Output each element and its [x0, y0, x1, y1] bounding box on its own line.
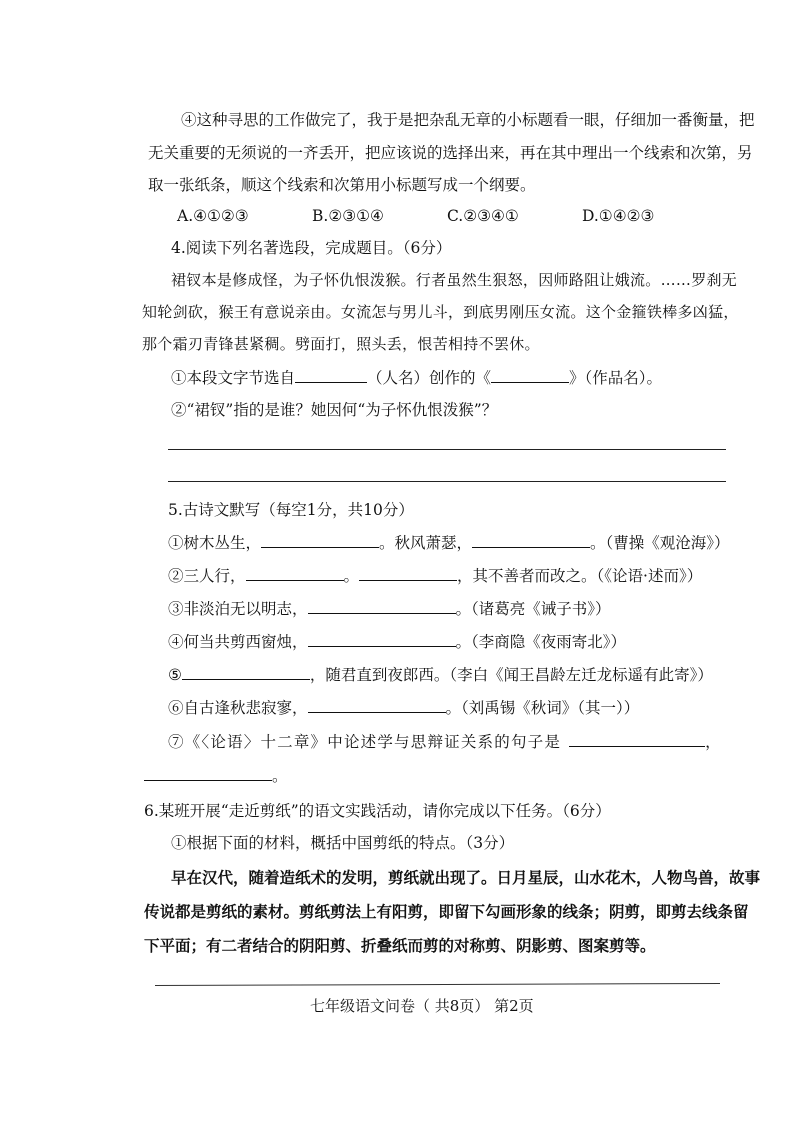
q4-answer-line-2[interactable]	[168, 481, 726, 482]
footer-rule	[155, 983, 720, 986]
option-b[interactable]: B.②③①④	[312, 207, 384, 225]
q5-item3	[168, 599, 611, 619]
q5-item5	[168, 665, 713, 685]
q5-item1-text-c: 。（曹操《观沧海》）	[590, 534, 730, 552]
q5-item6-text-a: ⑥自古逢秋悲寂寥，	[168, 699, 308, 717]
q5-item7-cont	[144, 766, 288, 786]
q5-item5-text-b: ，随君直到夜郎西。（李白《闻王昌龄左迁龙标遥有此寄》）	[309, 666, 713, 684]
q5-item5-blank[interactable]	[182, 665, 310, 680]
q3-item4-line1: ④这种寻思的工作做完了，我于是把杂乱无章的小标题看一眼，仔细加一番衡量，把	[181, 111, 755, 129]
q5-item4-blank[interactable]	[308, 632, 456, 647]
q4-author-blank[interactable]	[295, 368, 367, 383]
page-footer: 七年级语文问卷（ 共8页） 第2页	[310, 997, 534, 1015]
q5-item1-blank-2[interactable]	[472, 533, 590, 548]
q4-sub1-text-a: ①本段文字节选自	[171, 369, 296, 387]
q4-work-blank[interactable]	[491, 368, 569, 383]
q5-item7-blank-2[interactable]	[144, 766, 272, 781]
q5-item4	[168, 632, 626, 652]
option-c[interactable]: C.②③④①	[447, 207, 519, 225]
q5-item6-text-b: 。（刘禹锡《秋词》（其一））	[445, 699, 640, 717]
q6-title: 6.某班开展“走近剪纸”的语文实践活动，请你完成以下任务。（6分）	[144, 802, 611, 820]
q3-options	[177, 206, 717, 226]
q5-item2-text-a: ②三人行，	[168, 567, 246, 585]
q4-passage-line3: 那个霜刃青锋甚紧稠。劈面打，照头丢，恨苦相持不罢休。	[142, 335, 540, 353]
q5-item1-blank-1[interactable]	[261, 533, 379, 548]
q5-item2-text-b: 。	[343, 567, 360, 585]
q3-item4-line3: 取一张纸条，顺这个线索和次第用小标题写成一个纲要。	[148, 176, 536, 194]
q6-material-line2: 传说都是剪纸的素材。剪纸剪法上有阳剪，即留下勾画形象的线条；阴剪，即剪去线条留	[144, 902, 749, 921]
q5-title: 5.古诗文默写（每空1分，共10分）	[168, 501, 414, 519]
q4-passage-line2: 知轮剑砍，猴王有意说亲由。女流怎与男儿斗，到底男刚压女流。这个金箍铁棒多凶猛，	[142, 303, 739, 321]
q5-item7	[168, 732, 721, 752]
q4-answer-line-1[interactable]	[168, 449, 726, 450]
q6-sub1: ①根据下面的材料，概括中国剪纸的特点。（3分）	[171, 834, 515, 852]
q5-item7-text-b: ，	[705, 733, 721, 751]
q5-item2-blank-1[interactable]	[246, 566, 344, 581]
q5-item1-text-a: ①树木丛生，	[168, 534, 262, 552]
q5-item3-text-a: ③非淡泊无以明志，	[168, 600, 308, 618]
option-d[interactable]: D.①④②③	[582, 207, 655, 225]
q4-sub1	[171, 368, 662, 388]
q5-item7-text-c: 。	[272, 767, 288, 785]
q4-title: 4.阅读下列名著选段，完成题目。（6分）	[171, 239, 452, 257]
q5-item3-text-b: 。（诸葛亮《诫子书》）	[455, 600, 611, 618]
q5-item6	[168, 698, 639, 718]
q5-item1	[168, 533, 730, 553]
q6-material-line3: 下平面；有二者结合的阴阳剪、折叠纸而剪的对称剪、阴影剪、图案剪等。	[144, 936, 656, 955]
option-a[interactable]: A.④①②③	[177, 207, 249, 225]
q4-passage-line1: 裙钗本是修成怪，为子怀仇恨泼猴。行者虽然生狠怒，因师路阻让娥流。……罗刹无	[171, 271, 738, 289]
q5-item2-blank-2[interactable]	[359, 566, 457, 581]
q6-material-line1: 早在汉代，随着造纸术的发明，剪纸就出现了。日月星辰，山水花木，人物鸟兽，故事	[171, 868, 761, 887]
q5-item7-text-a: ⑦《〈论语〉十二章》中论述学与思辩证关系的句子是	[168, 733, 562, 751]
q5-item4-text-a: ④何当共剪西窗烛，	[168, 633, 308, 651]
q5-item4-text-b: 。（李商隐《夜雨寄北》）	[455, 633, 627, 651]
q3-item4-line2: 无关重要的无须说的一齐丢开，把应该说的选择出来，再在其中理出一个线索和次第，另	[148, 144, 753, 162]
q5-item3-blank[interactable]	[308, 599, 456, 614]
q5-item2-text-c: ，其不善者而改之。（《论语·述而》）	[457, 567, 703, 585]
q4-sub1-text-c: 》（作品名）。	[569, 369, 663, 387]
q5-item7-blank-1[interactable]	[569, 732, 705, 747]
q4-sub2: ②“裙钗”指的是谁？她因何“为子怀仇恨泼猴”？	[171, 401, 498, 419]
q4-sub1-text-b: （人名）创作的《	[367, 369, 492, 387]
q5-item1-text-b: 。秋风萧瑟，	[379, 534, 473, 552]
q5-item6-blank[interactable]	[308, 698, 446, 713]
q5-item2	[168, 566, 702, 586]
q5-item5-text-a: ⑤	[168, 666, 182, 684]
